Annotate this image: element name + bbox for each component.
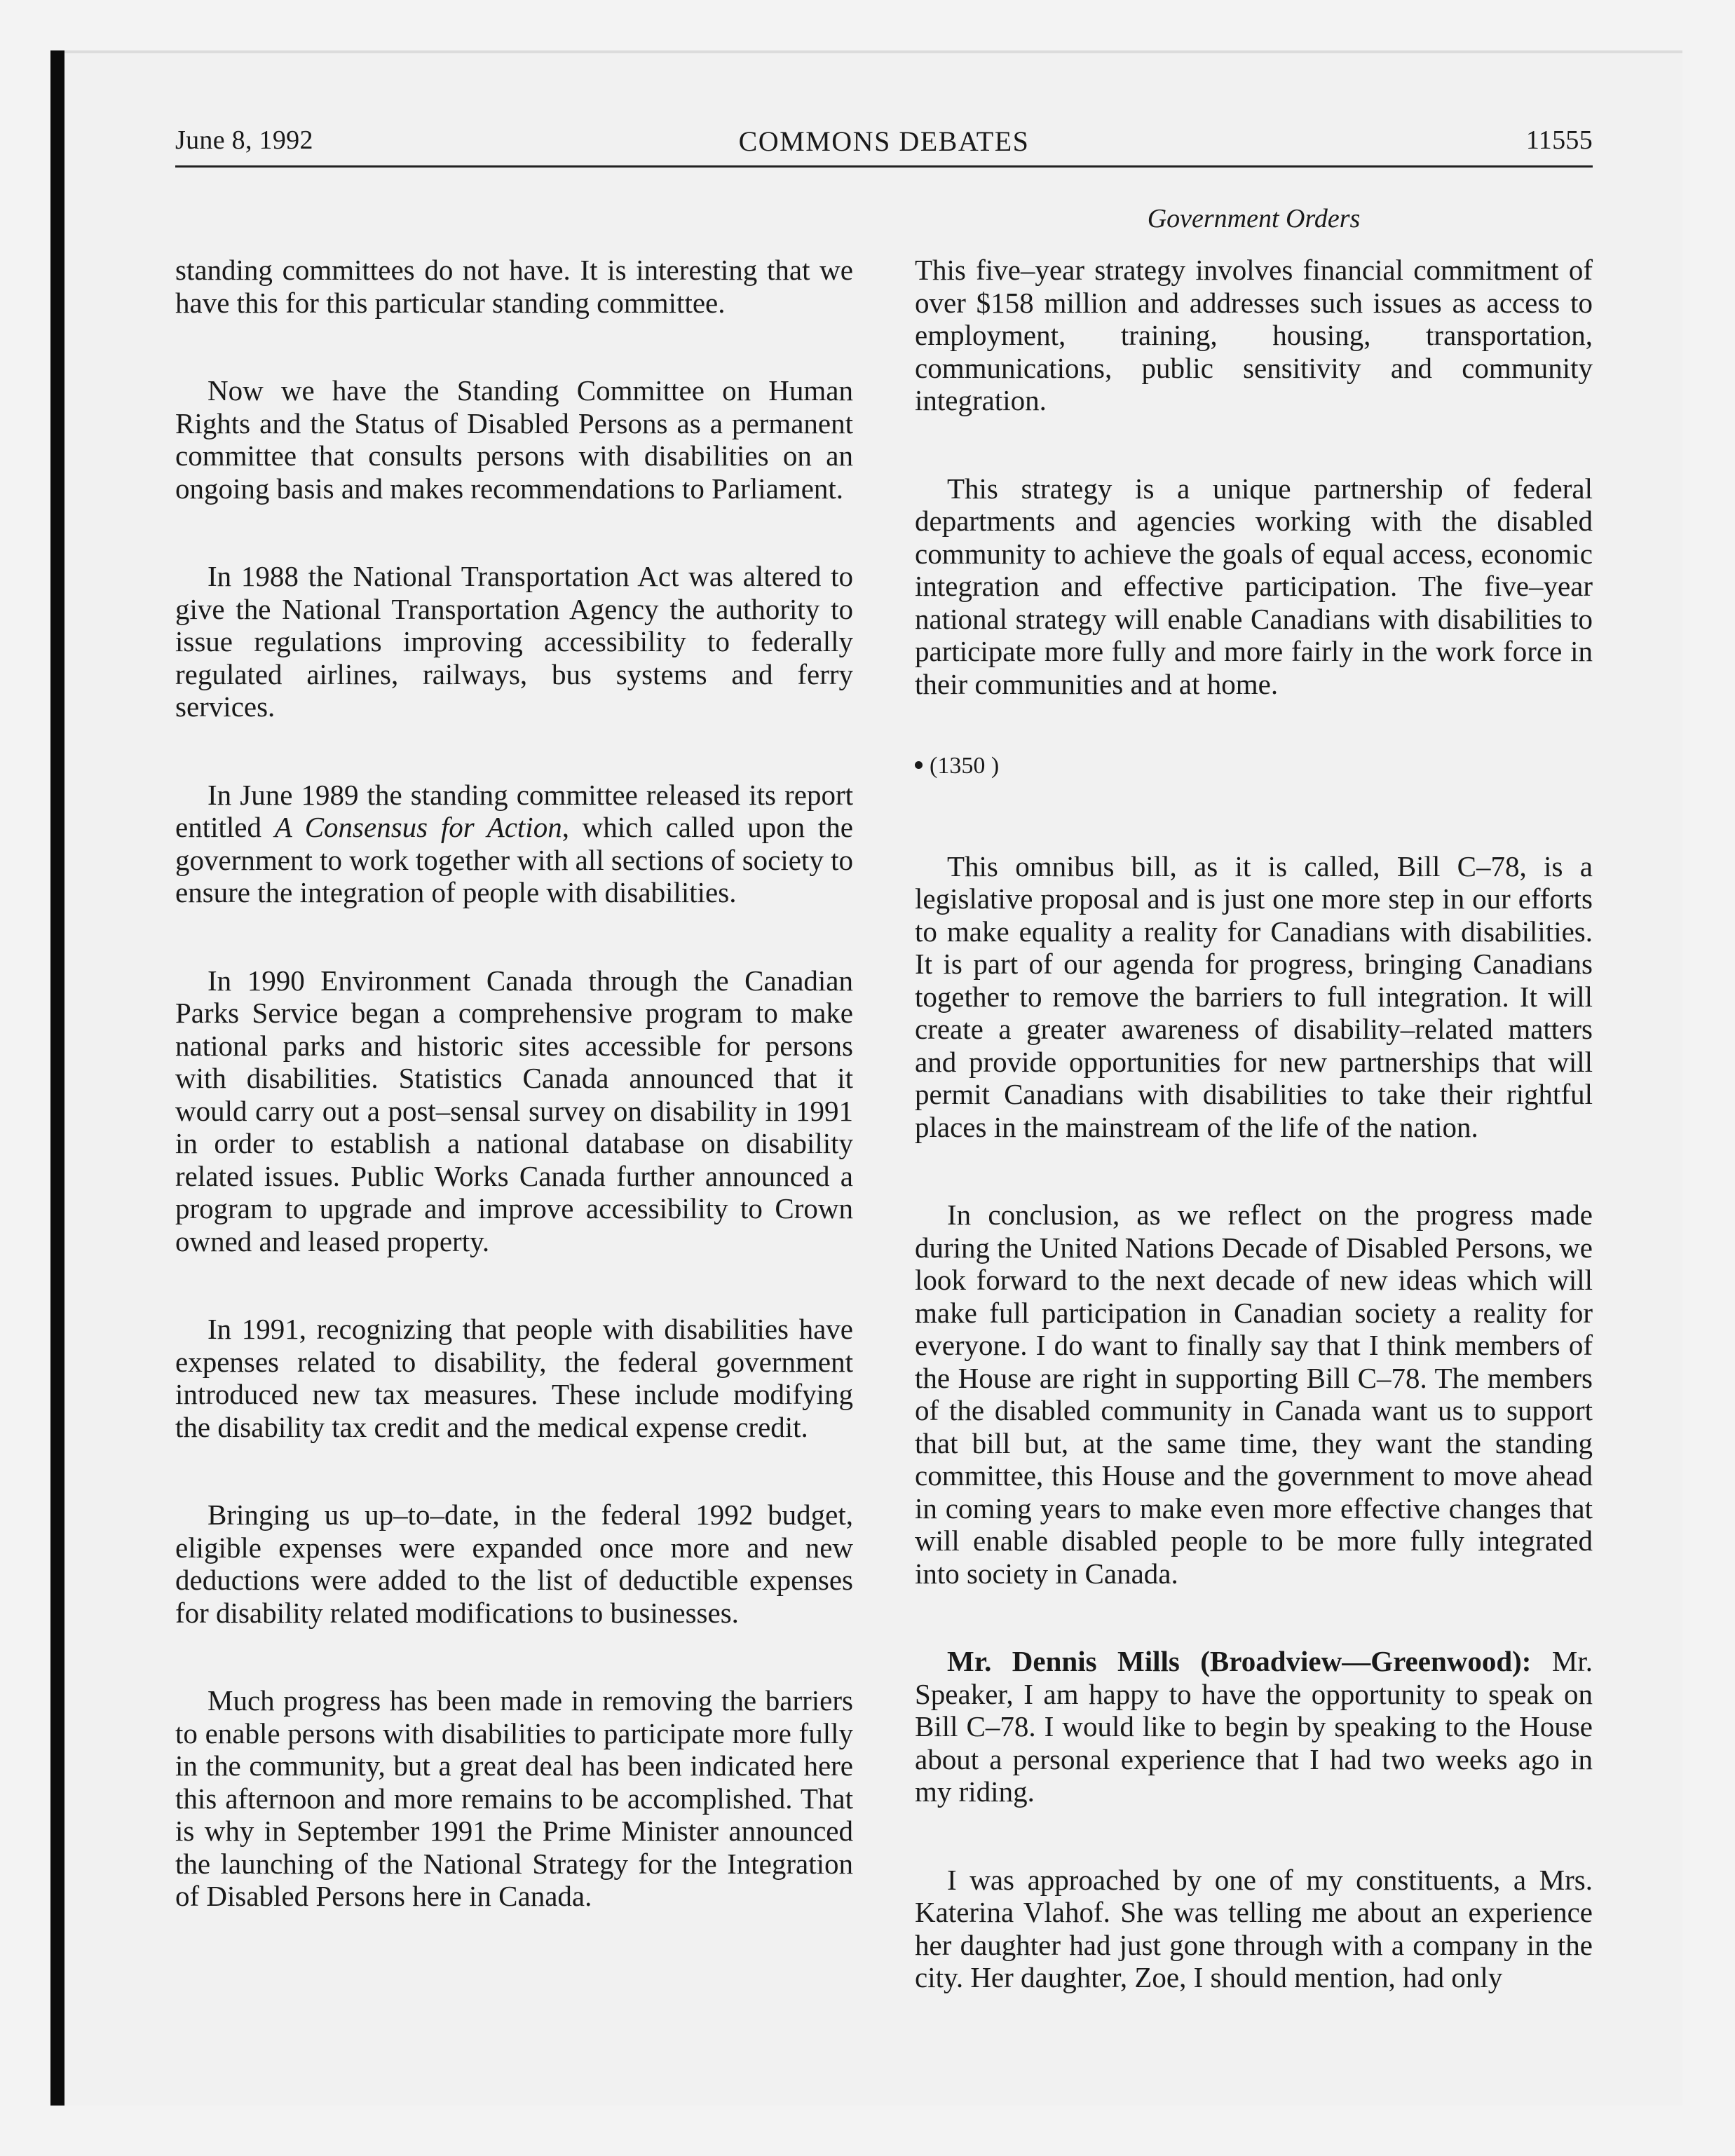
speaker-name: Mr. Dennis Mills (Broadview—Greenwood): xyxy=(947,1645,1532,1677)
paragraph: This omnibus bill, as it is called, Bill C–78, is a legislative proposal and is just one more step in our efforts to make equality a reality for Canadians with disabilities. It is part of our agenda for progress, bringing Canadians together to remove the barriers to full integration. It will create a greater awareness of disability–related matters and provide opportunities for new partnerships that will permit Canadians with disabilities to take their rightful places in the mainstream of the life of the nation. xyxy=(915,850,1593,1143)
paragraph: In conclusion, as we reflect on the progress made during the United Nations Decade of Disabled Persons, we look forward to the next decade of new ideas which will make full participation in Canadian society a reality for everyone. I do want to finally say that I think members of the House are right in supporting Bill C–78. The members of the disabled community in Canada want us to support that bill but, at the same time, they want the standing committee, this House and the government to move ahead in coming years to make even more effective changes that will enable disabled people to be more fully integrated into society in Canada. xyxy=(915,1199,1593,1590)
header-page-number: 11555 xyxy=(1525,125,1593,155)
paragraph: standing committees do not have. It is interesting that we have this for this particular standing committee. xyxy=(175,254,853,319)
section-label: Government Orders xyxy=(1147,204,1361,233)
header-date: June 8, 1992 xyxy=(175,125,313,155)
paragraph: In 1991, recognizing that people with disabilities have expenses related to disability, the federal government introduced new tax measures. These include modifying the disability tax credit and the medical expense credit. xyxy=(175,1313,853,1443)
paragraph-text: Mr. Speaker, I am happy to have the opportunity to speak on Bill C–78. I would like to begin by speaking to the House about a personal experience that I had two weeks ago in my riding. xyxy=(915,1645,1593,1808)
header-rule xyxy=(175,165,1593,168)
paragraph: This five–year strategy involves financial commitment of over $158 million and addresses such issues as access to employment, training, housing, transportation, communications, public sensitivity and community integration. xyxy=(915,254,1593,416)
scan-edge xyxy=(64,50,1682,53)
right-column xyxy=(915,254,1593,2049)
paragraph xyxy=(175,779,853,909)
scan-border xyxy=(50,50,64,2106)
report-title: A Consensus for Action xyxy=(274,811,562,843)
paragraph xyxy=(915,1645,1593,1808)
paragraph: Now we have the Standing Committee on Human Rights and the Status of Disabled Persons as a permanent committee that consults persons with disabilities on an ongoing basis and makes recommendations to Parliament. xyxy=(175,374,853,505)
header-title: COMMONS DEBATES xyxy=(738,125,1030,157)
paragraph: In 1990 Environment Canada through the Canadian Parks Service began a comprehensive program to make national parks and historic sites accessible for persons with disabilities. Statistics Canada announced that it would carry out a post–sensal survey on disability in 1991 in order to establish a national database on disability related issues. Public Works Canada further announced a program to upgrade and improve accessibility to Crown owned and leased property. xyxy=(175,964,853,1257)
timestamp xyxy=(915,750,1593,783)
paragraph-text: In June 1989 the standing committee released its report entitled xyxy=(175,778,853,843)
paragraph: Much progress has been made in removing the barriers to enable persons with disabilities to participate more fully in the community, but a great deal has been indicated here this afternoon and more remains to be accomplished. That is why in September 1991 the Prime Minister announced the launching of the National Strategy for the Integration of Disabled Persons here in Canada. xyxy=(175,1684,853,1912)
left-column xyxy=(175,254,853,1968)
paragraph-text: , which called upon the government to work together with all sections of society to ensure the integration of people with disabilities. xyxy=(175,811,853,908)
paragraph: Bringing us up–to–date, in the federal 1992 budget, eligible expenses were expanded once more and new deductions were added to the list of deductible expenses for disability related modifications to businesses. xyxy=(175,1499,853,1629)
bullet-icon xyxy=(915,761,923,769)
timestamp-text: (1350 ) xyxy=(930,753,1000,779)
page-header xyxy=(175,125,1593,168)
paragraph: I was approached by one of my constituents, a Mrs. Katerina Vlahof. She was telling me about an experience her daughter had just gone through with a company in the city. Her daughter, Zoe, I should mention, had only xyxy=(915,1863,1593,1993)
paragraph: This strategy is a unique partnership of federal departments and agencies working with the disabled community to achieve the goals of equal access, economic integration and effective participation. The five–year national strategy will enable Canadians with disabilities to participate more fully and more fairly in the work force in their communities and at home. xyxy=(915,472,1593,700)
paragraph: In 1988 the National Transportation Act was altered to give the National Transportation Agency the authority to issue regulations improving accessibility to federally regulated airlines, railways, bus systems and ferry services. xyxy=(175,560,853,723)
